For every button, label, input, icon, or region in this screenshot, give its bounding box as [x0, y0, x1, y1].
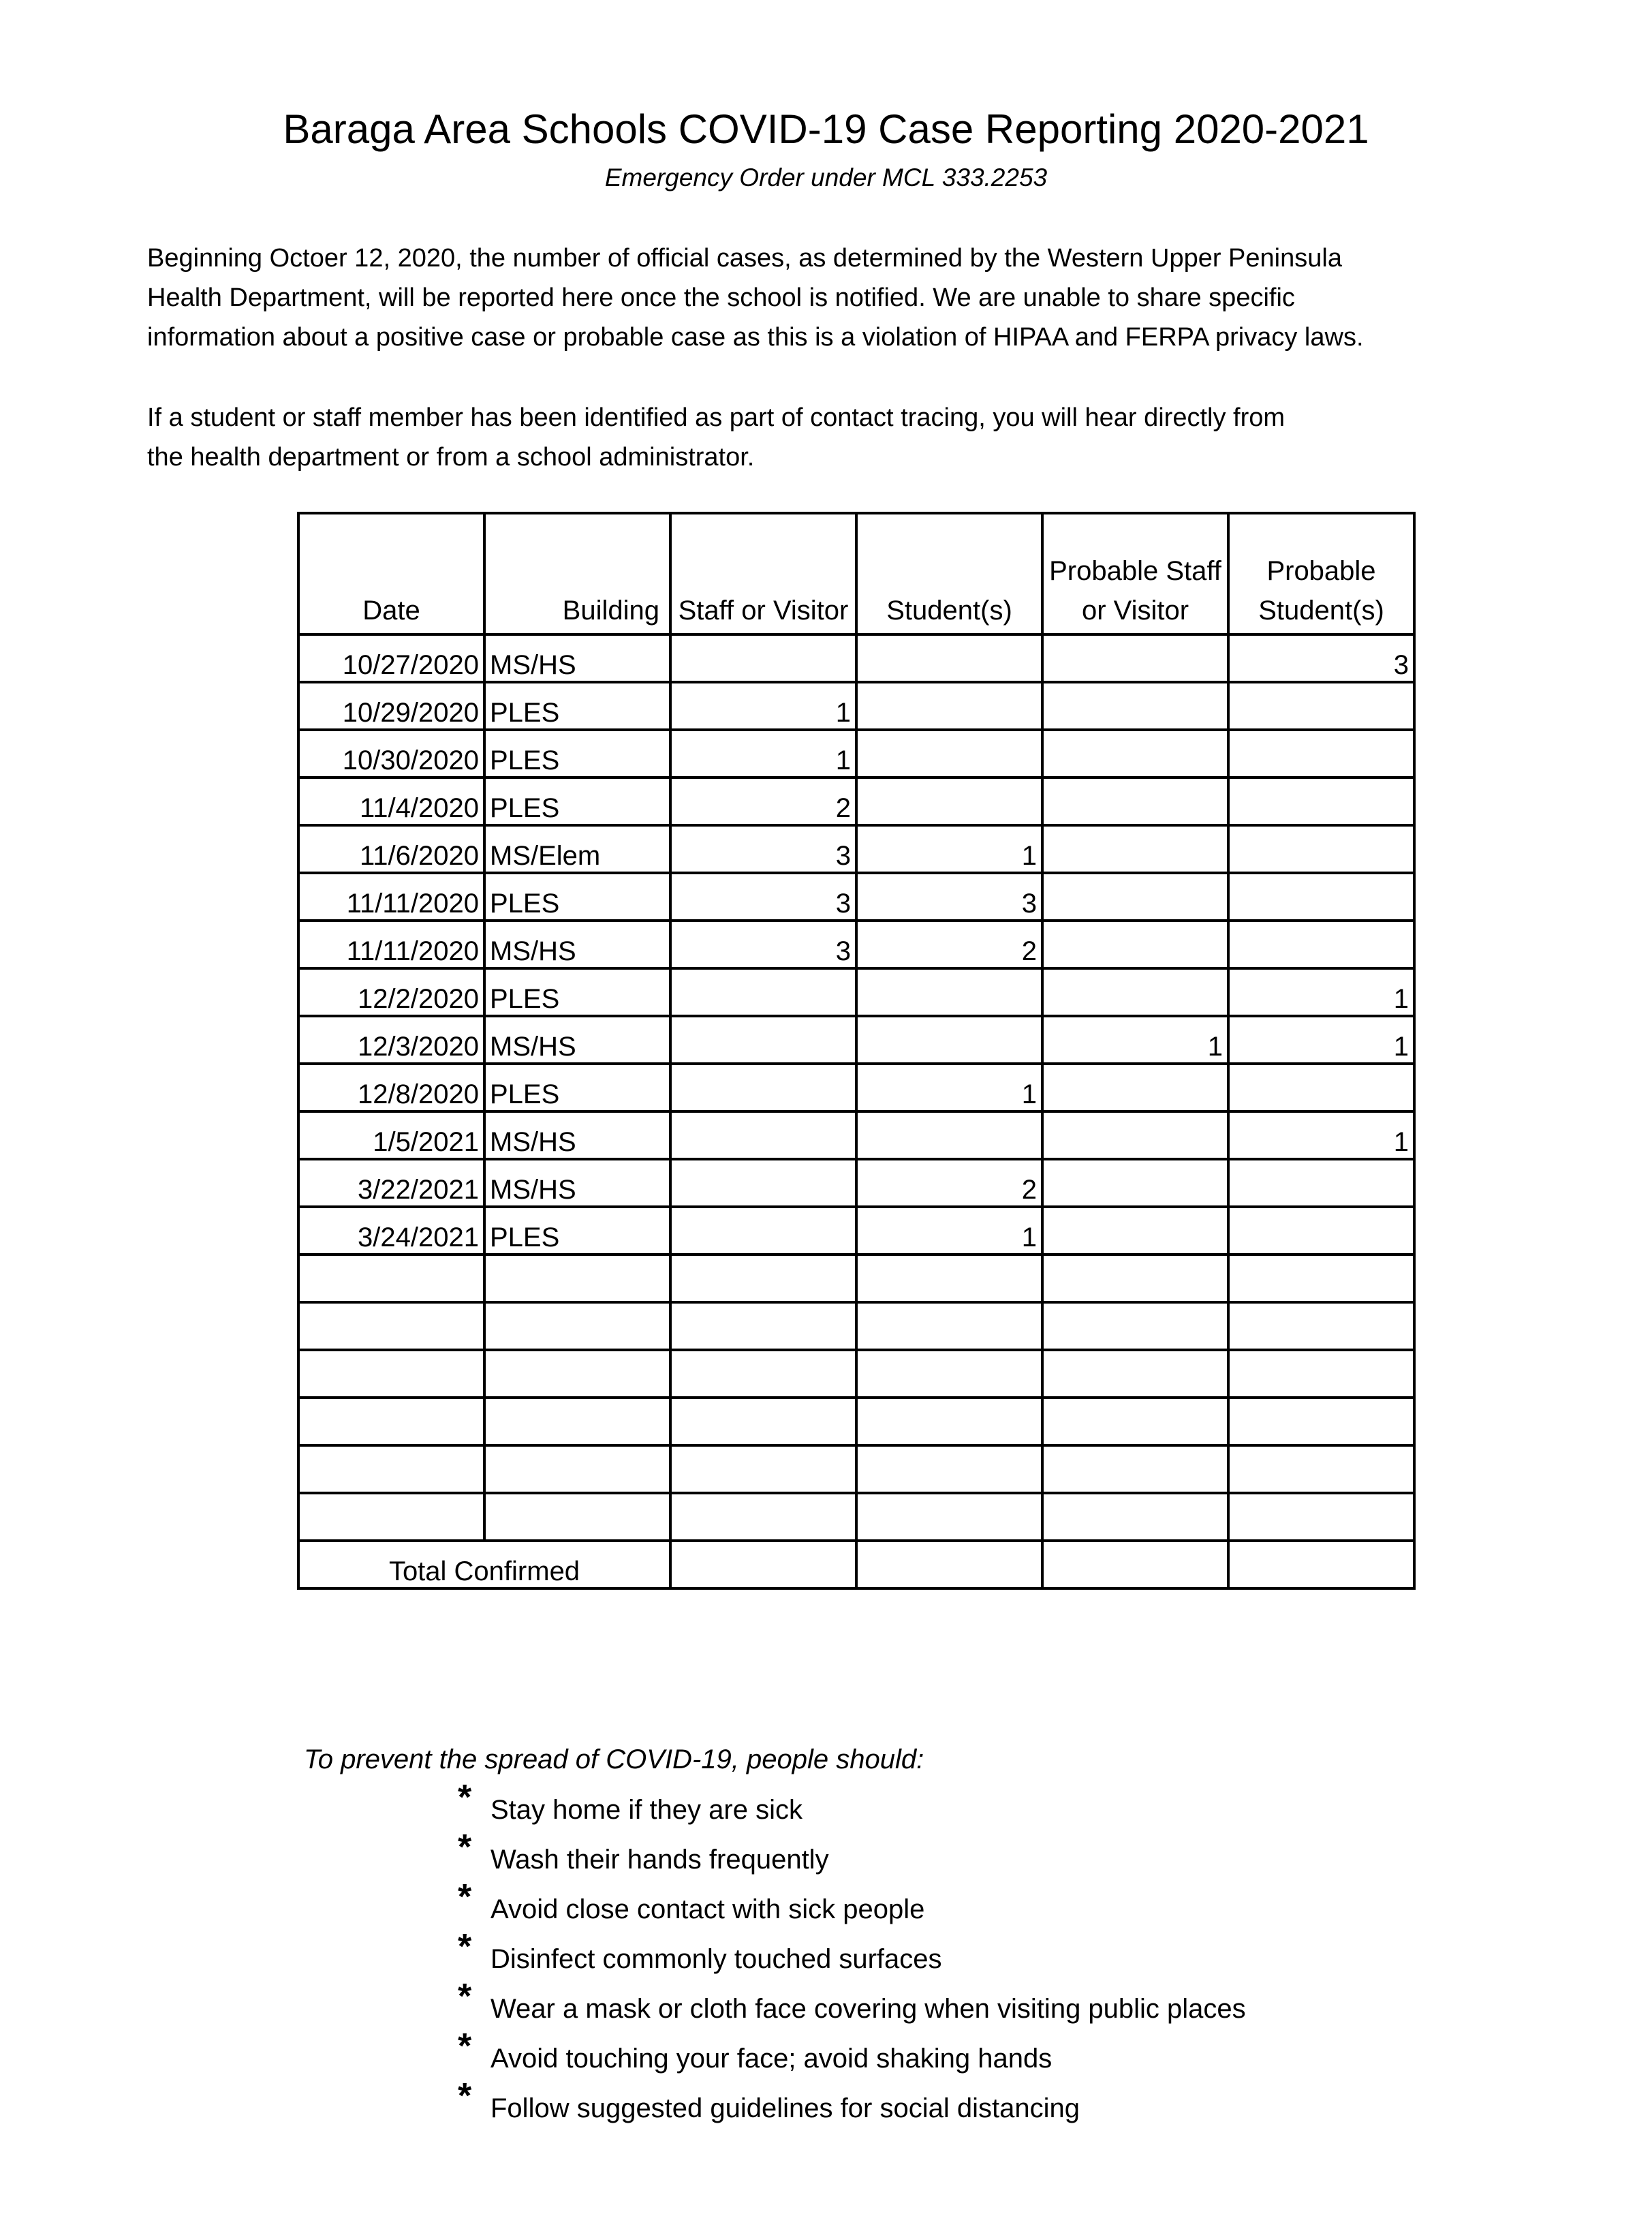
cell-building [484, 1255, 670, 1302]
intro-line: information about a positive case or probable case as this is a violation of HIPAA and FERPA privacy laws. [147, 323, 1364, 352]
cell-probable-students [1228, 921, 1414, 968]
total-confirmed-label: Total Confirmed [298, 1541, 670, 1588]
cell-students: 2 [856, 921, 1042, 968]
cell-students: 1 [856, 1064, 1042, 1111]
cell-building: MS/HS [484, 1016, 670, 1064]
cell-staff-or-visitor [670, 1016, 856, 1064]
cell-probable-staff [1042, 1302, 1228, 1350]
cell-probable-students [1228, 1207, 1414, 1255]
cell-students [856, 1398, 1042, 1445]
cell-date: 11/6/2020 [298, 825, 484, 873]
table-row [298, 873, 1414, 921]
cell-students: 1 [856, 1207, 1042, 1255]
prevention-item-text: Wear a mask or cloth face covering when visiting public places [490, 1994, 1246, 2024]
table-row [298, 730, 1414, 778]
table-row [298, 1302, 1414, 1350]
cell-building [484, 1350, 670, 1398]
cell-staff-or-visitor [670, 1159, 856, 1207]
cell-probable-staff [1042, 1398, 1228, 1445]
cell-probable-staff [1042, 1207, 1228, 1255]
cell-building: PLES [484, 968, 670, 1016]
cell-students: 2 [856, 1159, 1042, 1207]
header-date: Date [298, 513, 484, 634]
cell-staff-or-visitor [670, 1445, 856, 1493]
total-row [298, 1541, 1414, 1588]
asterisk-icon: * [458, 2027, 472, 2066]
prevention-item-text: Disinfect commonly touched surfaces [490, 1944, 942, 1974]
cell-date: 10/29/2020 [298, 682, 484, 730]
cell-staff-or-visitor: 2 [670, 778, 856, 825]
cell-probable-students [1228, 1302, 1414, 1350]
cell-probable-students [1228, 1398, 1414, 1445]
cell-building: PLES [484, 730, 670, 778]
header-students: Student(s) [856, 513, 1042, 634]
cell-date: 10/30/2020 [298, 730, 484, 778]
total-probable-staff [1042, 1541, 1228, 1588]
cell-date [298, 1398, 484, 1445]
cell-probable-staff [1042, 1445, 1228, 1493]
total-staff [670, 1541, 856, 1588]
cell-probable-staff [1042, 1159, 1228, 1207]
cell-probable-students [1228, 1493, 1414, 1541]
prevention-item-text: Avoid close contact with sick people [490, 1894, 925, 1924]
cell-date [298, 1350, 484, 1398]
cell-probable-students [1228, 682, 1414, 730]
cell-probable-staff [1042, 682, 1228, 730]
cell-staff-or-visitor: 3 [670, 873, 856, 921]
cell-probable-staff [1042, 1111, 1228, 1159]
asterisk-icon: * [458, 1778, 472, 1817]
cell-staff-or-visitor [670, 1064, 856, 1111]
table-row [298, 825, 1414, 873]
prevention-item-text: Stay home if they are sick [490, 1795, 802, 1825]
cell-staff-or-visitor: 3 [670, 921, 856, 968]
cell-probable-students [1228, 1350, 1414, 1398]
cell-building: MS/HS [484, 1159, 670, 1207]
cell-date: 3/22/2021 [298, 1159, 484, 1207]
cell-date: 3/24/2021 [298, 1207, 484, 1255]
table-row [298, 1398, 1414, 1445]
cell-students [856, 778, 1042, 825]
cell-staff-or-visitor [670, 1302, 856, 1350]
cell-probable-students [1228, 873, 1414, 921]
table-row [298, 634, 1414, 682]
cell-students [856, 1445, 1042, 1493]
intro-paragraph-1 [147, 239, 1510, 357]
cell-building: MS/HS [484, 1111, 670, 1159]
cell-building: PLES [484, 1207, 670, 1255]
cell-probable-staff [1042, 1350, 1228, 1398]
cell-date: 12/8/2020 [298, 1064, 484, 1111]
table-row [298, 1207, 1414, 1255]
asterisk-icon: * [458, 2076, 472, 2116]
cell-date: 11/11/2020 [298, 921, 484, 968]
cell-staff-or-visitor: 1 [670, 682, 856, 730]
cell-building [484, 1445, 670, 1493]
table-row [298, 778, 1414, 825]
cell-date: 11/4/2020 [298, 778, 484, 825]
cell-building: MS/HS [484, 634, 670, 682]
cell-date [298, 1255, 484, 1302]
cell-students [856, 682, 1042, 730]
intro-line: If a student or staff member has been identified as part of contact tracing, you will hear directly from [147, 403, 1285, 432]
cell-building: MS/HS [484, 921, 670, 968]
cell-probable-students [1228, 1064, 1414, 1111]
cell-students [856, 634, 1042, 682]
prevention-title: To prevent the spread of COVID-19, people should: [304, 1744, 924, 1774]
total-probable-students [1228, 1541, 1414, 1588]
cell-staff-or-visitor [670, 1111, 856, 1159]
cell-probable-students: 1 [1228, 1111, 1414, 1159]
cell-probable-staff [1042, 778, 1228, 825]
asterisk-icon: * [458, 1828, 472, 1867]
prevention-item-text: Avoid touching your face; avoid shaking hands [490, 2044, 1053, 2074]
table-row [298, 1064, 1414, 1111]
cell-date: 10/27/2020 [298, 634, 484, 682]
cell-students [856, 1302, 1042, 1350]
cell-probable-students [1228, 825, 1414, 873]
cell-students [856, 730, 1042, 778]
total-students [856, 1541, 1042, 1588]
asterisk-icon: * [458, 1927, 472, 1967]
cell-students [856, 1111, 1042, 1159]
table-row [298, 1111, 1414, 1159]
table-row [298, 1159, 1414, 1207]
cell-probable-students: 1 [1228, 968, 1414, 1016]
cell-date [298, 1302, 484, 1350]
cell-students [856, 968, 1042, 1016]
intro-line: the health department or from a school administrator. [147, 443, 755, 472]
cell-students [856, 1016, 1042, 1064]
cell-probable-students: 1 [1228, 1016, 1414, 1064]
cell-date [298, 1493, 484, 1541]
table-header-row [298, 513, 1414, 634]
cell-probable-students [1228, 730, 1414, 778]
cell-building [484, 1493, 670, 1541]
cell-staff-or-visitor [670, 1207, 856, 1255]
cell-probable-staff [1042, 634, 1228, 682]
cell-building: PLES [484, 778, 670, 825]
cell-staff-or-visitor [670, 1255, 856, 1302]
cell-building: PLES [484, 873, 670, 921]
cell-students [856, 1493, 1042, 1541]
table-row [298, 1445, 1414, 1493]
asterisk-icon: * [458, 1977, 472, 2016]
cell-date: 12/2/2020 [298, 968, 484, 1016]
table-row [298, 1350, 1414, 1398]
table-row [298, 682, 1414, 730]
cell-students: 3 [856, 873, 1042, 921]
cell-students [856, 1350, 1042, 1398]
cell-date: 1/5/2021 [298, 1111, 484, 1159]
cell-probable-staff [1042, 968, 1228, 1016]
header-probable-students: Probable Student(s) [1228, 513, 1414, 634]
page-subtitle: Emergency Order under MCL 333.2253 [604, 164, 1048, 191]
cell-building: PLES [484, 1064, 670, 1111]
cell-probable-students [1228, 1159, 1414, 1207]
table-row [298, 968, 1414, 1016]
cell-probable-staff [1042, 730, 1228, 778]
cell-building: PLES [484, 682, 670, 730]
cell-probable-students [1228, 778, 1414, 825]
page-title: Baraga Area Schools COVID-19 Case Reporting 2020-2021 [283, 106, 1369, 152]
header-staff-or-visitor: Staff or Visitor [670, 513, 856, 634]
cell-probable-students [1228, 1255, 1414, 1302]
cell-building: MS/Elem [484, 825, 670, 873]
header-probable-staff: Probable Staff or Visitor [1042, 513, 1228, 634]
cell-date [298, 1445, 484, 1493]
cell-probable-staff [1042, 1255, 1228, 1302]
cell-building [484, 1302, 670, 1350]
cell-probable-staff: 1 [1042, 1016, 1228, 1064]
cell-staff-or-visitor: 1 [670, 730, 856, 778]
cell-date: 12/3/2020 [298, 1016, 484, 1064]
cell-staff-or-visitor [670, 1350, 856, 1398]
prevention-item-text: Follow suggested guidelines for social distancing [490, 2093, 1080, 2123]
cell-building [484, 1398, 670, 1445]
cell-probable-students: 3 [1228, 634, 1414, 682]
table-row [298, 1493, 1414, 1541]
intro-line: Health Department, will be reported here once the school is notified. We are unable to share specific [147, 283, 1295, 312]
table-row [298, 1016, 1414, 1064]
table-row [298, 921, 1414, 968]
cell-staff-or-visitor [670, 634, 856, 682]
cell-staff-or-visitor [670, 1493, 856, 1541]
cell-probable-staff [1042, 1064, 1228, 1111]
intro-paragraph-2 [147, 398, 1510, 477]
cell-probable-staff [1042, 921, 1228, 968]
header-building: Building [484, 513, 670, 634]
cell-probable-staff [1042, 825, 1228, 873]
cell-probable-staff [1042, 1493, 1228, 1541]
cell-staff-or-visitor [670, 1398, 856, 1445]
cell-staff-or-visitor [670, 968, 856, 1016]
cell-students [856, 1255, 1042, 1302]
intro-line: Beginning Octoer 12, 2020, the number of official cases, as determined by the Western Upper Peninsula [147, 244, 1342, 273]
cell-probable-students [1228, 1445, 1414, 1493]
table-row [298, 1255, 1414, 1302]
cell-students: 1 [856, 825, 1042, 873]
asterisk-icon: * [458, 1877, 472, 1917]
cell-staff-or-visitor: 3 [670, 825, 856, 873]
cell-date: 11/11/2020 [298, 873, 484, 921]
prevention-item-text: Wash their hands frequently [490, 1845, 829, 1875]
case-table [297, 512, 1416, 1590]
cell-probable-staff [1042, 873, 1228, 921]
